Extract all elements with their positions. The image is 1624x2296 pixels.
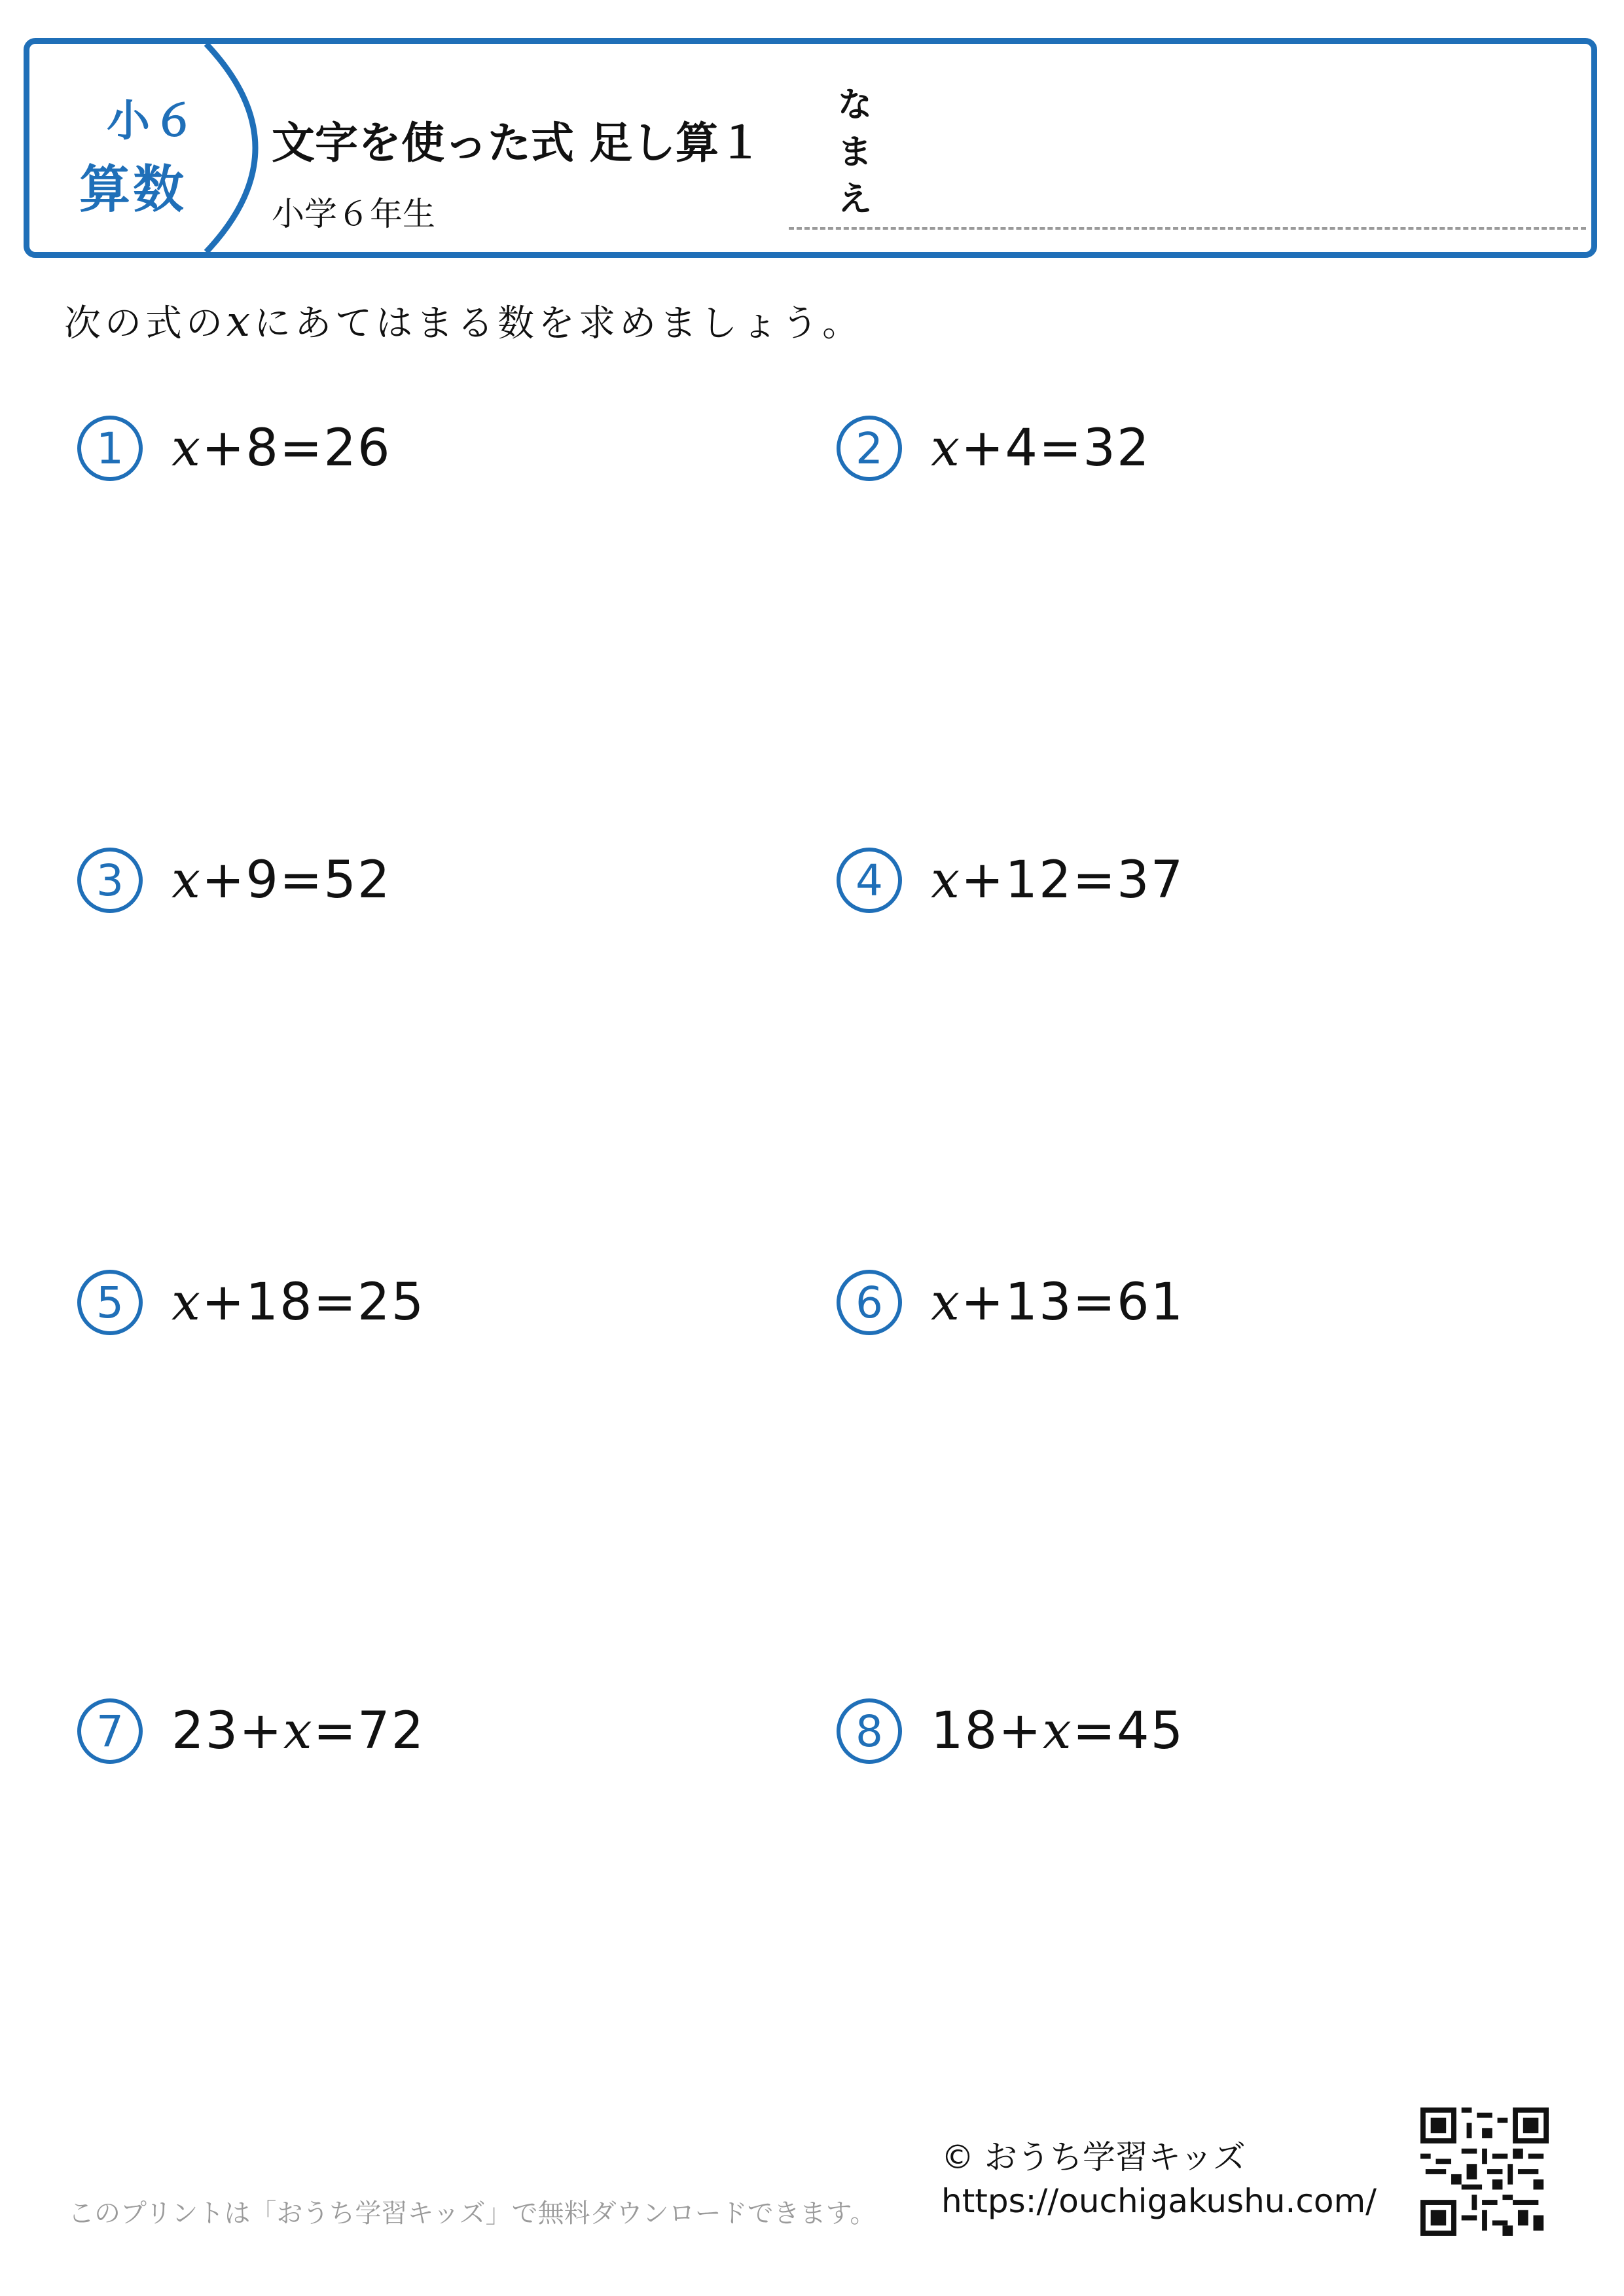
name-write-line[interactable] (789, 227, 1586, 230)
grade-label: 小６ (107, 96, 198, 146)
problem-item (77, 412, 391, 484)
problem-equation (171, 1702, 425, 1761)
problem-item (837, 1695, 1184, 1767)
problem-number: 7 (77, 1698, 143, 1764)
name-label (832, 82, 878, 223)
problem-equation (931, 1702, 1184, 1761)
footer-copyright: © おうち学習キッズ (941, 2138, 1246, 2176)
instruction-before: 次の式の (64, 302, 226, 345)
name-label-char: え (837, 180, 872, 219)
problem-equation (931, 419, 1151, 478)
problem-equation (171, 419, 391, 478)
equation-text: 18+ (931, 1702, 1043, 1761)
problem-item (837, 844, 1184, 916)
problem-number: 1 (77, 416, 143, 481)
equation-text: 23+ (171, 1702, 283, 1761)
footer-note: このプリントは「おうち学習キッズ」で無料ダウンロードできます。 (68, 2198, 876, 2229)
problem-item (837, 1266, 1184, 1338)
equation-variable: x (931, 1273, 961, 1332)
equation-text: +12=37 (961, 851, 1185, 910)
equation-variable: x (283, 1702, 314, 1761)
problem-number: 8 (837, 1698, 902, 1764)
name-label-char: ま (837, 133, 872, 172)
problem-number: 6 (837, 1270, 902, 1335)
problem-equation (931, 1273, 1184, 1332)
header-box (24, 38, 1597, 258)
instruction (64, 295, 863, 347)
equation-variable: x (171, 419, 202, 478)
problem-number: 5 (77, 1270, 143, 1335)
equation-text: +4=32 (961, 419, 1151, 478)
footer-url[interactable]: https://ouchigakushu.com/ (941, 2182, 1377, 2220)
equation-variable: x (1042, 1702, 1073, 1761)
equation-variable: x (171, 851, 202, 910)
equation-text: +13=61 (961, 1273, 1185, 1332)
problem-number: 4 (837, 848, 902, 913)
page-subtitle: 小学６年生 (272, 195, 435, 233)
equation-variable: x (931, 419, 961, 478)
subject-label: 算数 (79, 160, 187, 219)
equation-text: =72 (313, 1702, 425, 1761)
equation-text: +9=52 (202, 851, 391, 910)
problem-equation (171, 851, 391, 910)
page-title: 文字を使った式 足し算１ (272, 118, 762, 168)
problem-equation (171, 1273, 425, 1332)
problem-item (837, 412, 1151, 484)
problem-item (77, 1266, 425, 1338)
problem-item (77, 1695, 425, 1767)
equation-text: =45 (1072, 1702, 1185, 1761)
equation-variable: x (931, 851, 961, 910)
equation-text: +18=25 (202, 1273, 425, 1332)
problem-number: 2 (837, 416, 902, 481)
equation-text: +8=26 (202, 419, 391, 478)
equation-variable: x (171, 1273, 202, 1332)
instruction-variable: x (226, 298, 255, 346)
problem-equation (931, 851, 1184, 910)
instruction-after: にあてはまる数を求めましょう。 (254, 302, 863, 345)
problem-number: 3 (77, 848, 143, 913)
problem-item (77, 844, 391, 916)
qr-code-icon (1420, 2108, 1549, 2236)
name-label-char: な (837, 86, 872, 125)
